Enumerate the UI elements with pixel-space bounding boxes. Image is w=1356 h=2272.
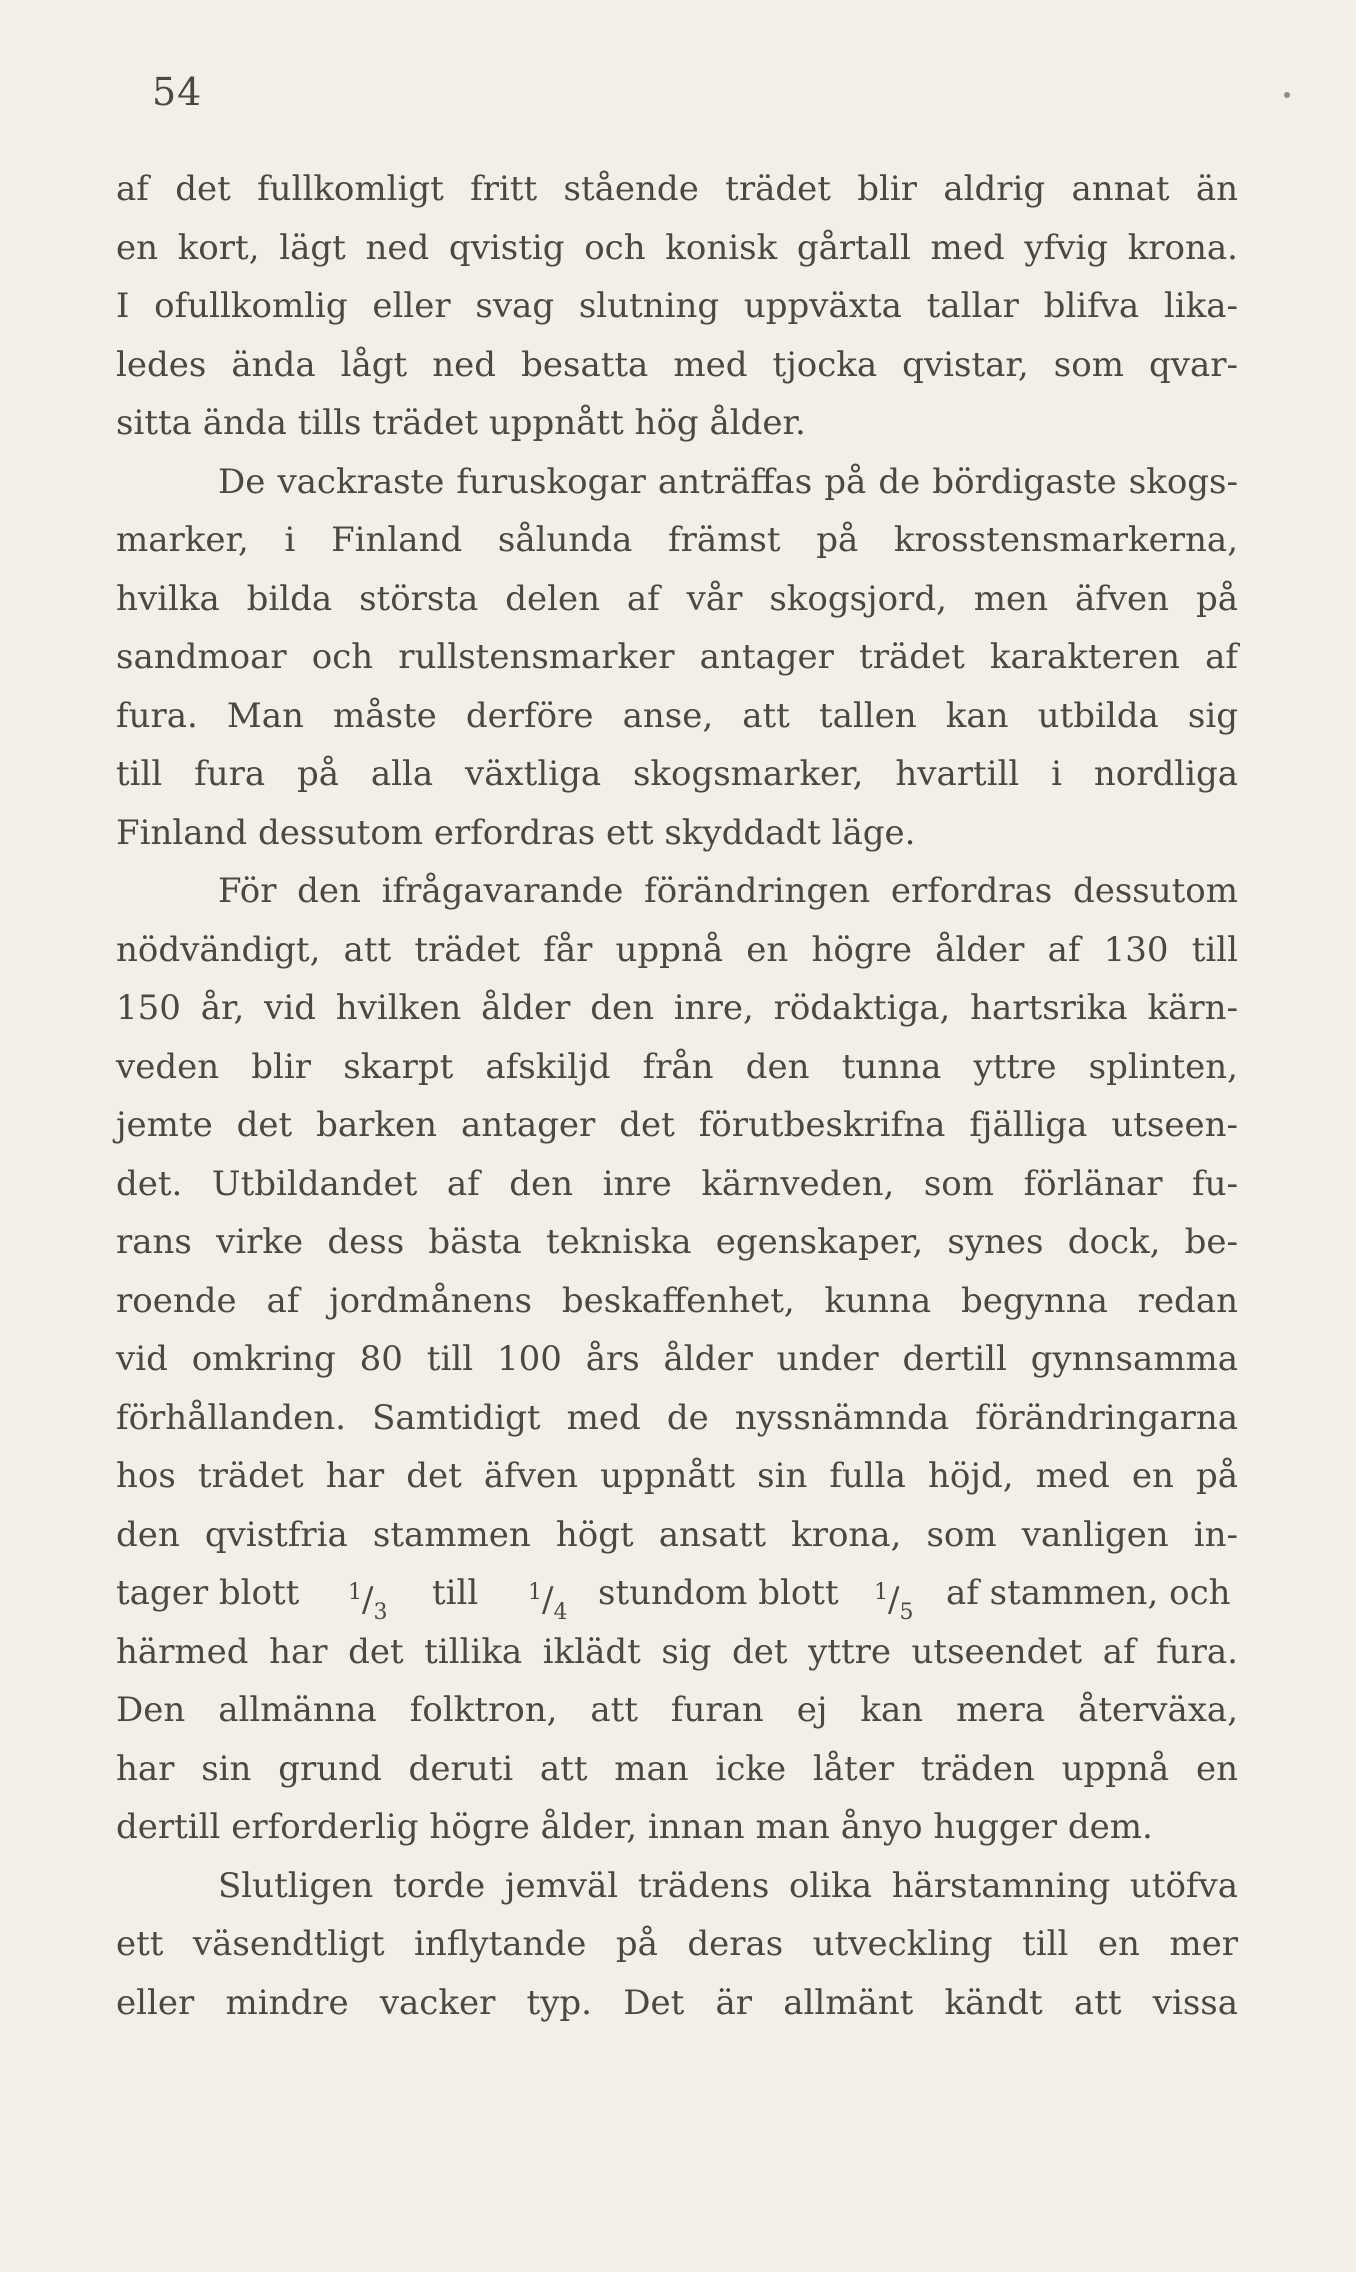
- fraction-slash: /: [888, 1580, 900, 1620]
- text-line: 150 år, vid hvilken ålder den inre, rödaktiga, hartsrika kärn-: [116, 988, 1238, 1028]
- text-line: vid omkring 80 till 100 års ålder under dertill gynnsamma: [116, 1339, 1238, 1379]
- fraction-slash: /: [362, 1580, 374, 1620]
- text-line: marker, i Finland sålunda främst på krosstensmarkerna,: [116, 520, 1238, 560]
- fraction-numerator: 1: [528, 1580, 542, 1605]
- text-segment: tager blott: [116, 1573, 300, 1613]
- text-line: härmed har det tillika iklädt sig det yttre utseendet af fura.: [116, 1631, 1238, 1672]
- text-line: af det fullkomligt fritt stående trädet blir aldrig annat än: [116, 169, 1238, 209]
- body-text: [116, 160, 1238, 2032]
- fraction: [528, 1564, 567, 1623]
- text-line: För den ifrågavarande förändringen erfordras dessutom: [218, 871, 1238, 911]
- text-line: sitta ända tills trädet uppnått hög ålder.: [116, 403, 806, 443]
- text-line: [116, 1564, 1238, 1623]
- text-line: den qvistfria stammen högt ansatt krona, som vanligen in-: [116, 1514, 1238, 1555]
- text-line: en kort, lägt ned qvistig och konisk gårtall med yfvig krona.: [116, 227, 1238, 268]
- text-line: sandmoar och rullstensmarker antager trädet karakteren af: [116, 637, 1238, 677]
- fraction-denominator: 3: [373, 1600, 388, 1625]
- text-line: har sin grund deruti att man icke låter träden uppnå en: [116, 1748, 1238, 1789]
- fraction-denominator: 5: [899, 1600, 914, 1625]
- text-line: ett väsendtligt inflytande på deras utveckling till en mer: [116, 1924, 1238, 1964]
- text-segment: till: [432, 1573, 479, 1613]
- text-line: Slutligen torde jemväl trädens olika härstamning utöfva: [218, 1865, 1238, 1906]
- text-line: I ofullkomlig eller svag slutning uppväxta tallar blifva lika-: [116, 286, 1238, 326]
- fraction-denominator: 4: [553, 1600, 568, 1625]
- fraction: [874, 1564, 913, 1623]
- fraction-slash: /: [542, 1580, 554, 1620]
- text-line: Finland dessutom erfordras ett skyddadt läge.: [116, 812, 916, 853]
- text-line: Den allmänna folktron, att furan ej kan mera återväxa,: [116, 1690, 1238, 1730]
- text-line: eller mindre vacker typ. Det är allmänt kändt att vissa: [116, 1982, 1238, 2023]
- text-line: De vackraste furuskogar anträffas på de bördigaste skogs-: [218, 461, 1238, 502]
- text-line: det. Utbildandet af den inre kärnveden, som förlänar fu-: [116, 1163, 1238, 1204]
- text-segment: af stammen, och: [946, 1573, 1231, 1613]
- page-number: 54: [152, 70, 203, 114]
- text-line: ledes ända lågt ned besatta med tjocka qvistar, som qvar-: [116, 344, 1238, 385]
- text-line: hvilka bilda största delen af vår skogsjord, men äfven på: [116, 578, 1238, 619]
- fraction-numerator: 1: [348, 1580, 362, 1605]
- text-line: nödvändigt, att trädet får uppnå en högre ålder af 130 till: [116, 929, 1238, 970]
- text-line: rans virke dess bästa tekniska egenskaper, synes dock, be-: [116, 1222, 1238, 1262]
- text-line: fura. Man måste derföre anse, att tallen kan utbilda sig: [116, 695, 1238, 736]
- text-segment: stundom blott: [598, 1573, 839, 1613]
- text-line: jemte det barken antager det förutbeskrifna fjälliga utseen-: [116, 1105, 1238, 1145]
- text-line: hos trädet har det äfven uppnått sin fulla höjd, med en på: [116, 1456, 1238, 1496]
- text-line: roende af jordmånens beskaffenhet, kunna begynna redan: [116, 1280, 1238, 1321]
- text-line: till fura på alla växtliga skogsmarker, hvartill i nordliga: [116, 754, 1238, 794]
- text-line: dertill erforderlig högre ålder, innan man ånyo hugger dem.: [116, 1807, 1153, 1847]
- text-line: veden blir skarpt afskiljd från den tunna yttre splinten,: [116, 1046, 1238, 1087]
- fraction-numerator: 1: [874, 1580, 888, 1605]
- fraction: [348, 1564, 387, 1623]
- text-line: förhållanden. Samtidigt med de nyssnämnda förändringarna: [116, 1397, 1238, 1438]
- print-speck: [1284, 92, 1290, 98]
